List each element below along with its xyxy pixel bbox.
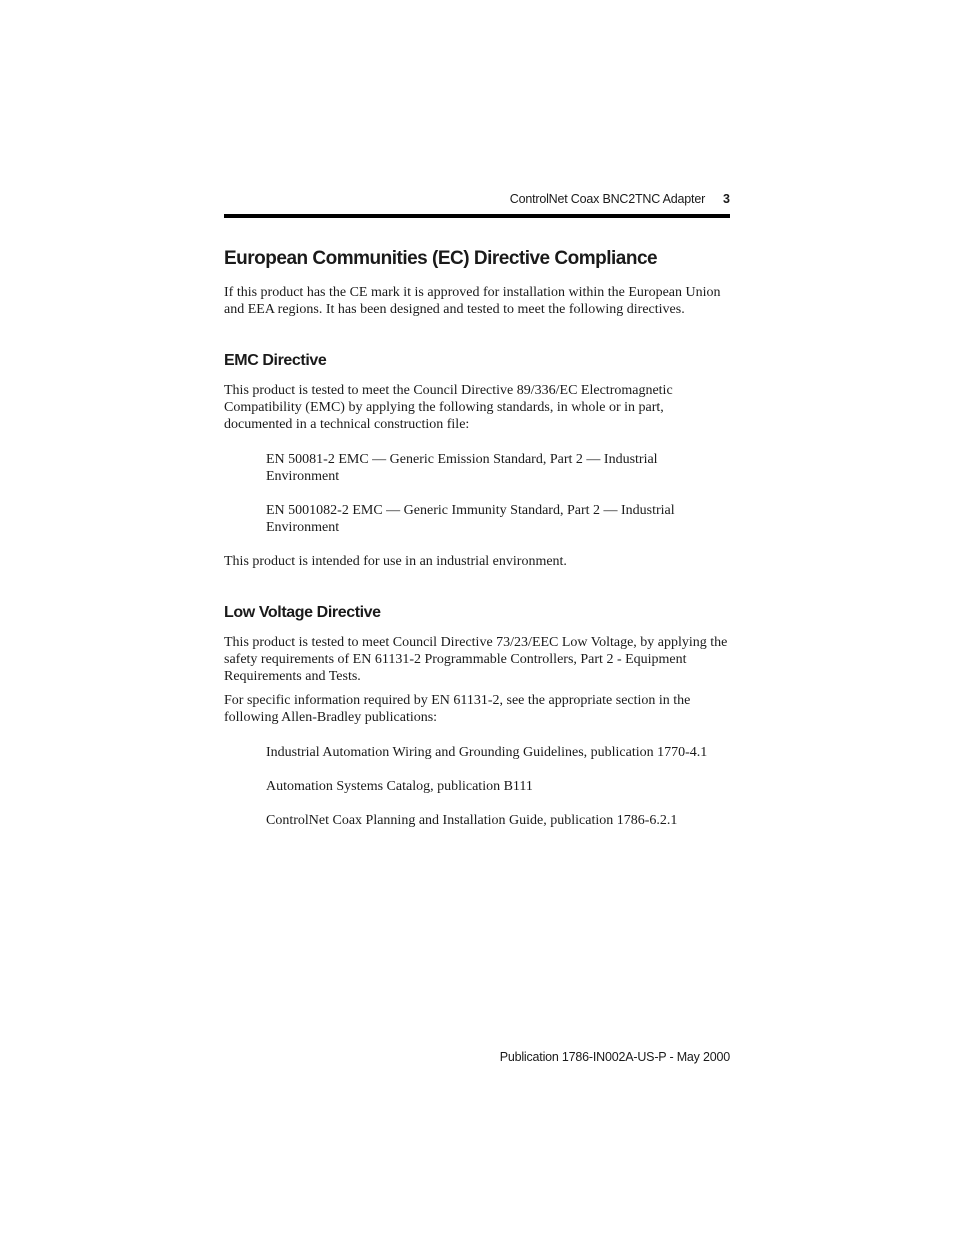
emc-paragraph: This product is tested to meet the Council Directive 89/336/EC Electromagnetic Compatibility (EMC) by applying the following standards, in whole or in part, documented in a technical construction file: <box>224 383 673 432</box>
publication-item: Automation Systems Catalog, publication B111 <box>266 779 533 794</box>
low-voltage-directive-heading: Low Voltage Directive <box>224 604 381 621</box>
header-title: ControlNet Coax BNC2TNC Adapter <box>509 192 706 206</box>
emc-closing-paragraph: This product is intended for use in an industrial environment. <box>224 554 567 569</box>
emc-directive-heading: EMC Directive <box>224 352 327 369</box>
low-voltage-directive-section <box>224 603 730 829</box>
publications-intro-paragraph: For specific information required by EN 61131-2, see the appropriate section in the following Allen-Bradley publications: <box>224 693 691 725</box>
emc-directive-section <box>224 351 730 570</box>
emc-standard-item: EN 50081-2 EMC — Generic Emission Standard, Part 2 — Industrial Environment <box>266 452 658 484</box>
intro-paragraph: If this product has the CE mark it is approved for installation within the European Union and EEA regions. It has been designed and tested to meet the following directives. <box>224 285 721 317</box>
publication-item: ControlNet Coax Planning and Installation Guide, publication 1786-6.2.1 <box>266 813 678 828</box>
header-rule <box>224 214 730 218</box>
page-title: European Communities (EC) Directive Compliance <box>224 248 658 269</box>
low-voltage-paragraph: This product is tested to meet Council Directive 73/23/EEC Low Voltage, by applying the safety requirements of EN 61131-2 Programmable Controllers, Part 2 - Equipment Requirements and Tests. <box>224 635 728 684</box>
emc-standard-item: EN 5001082-2 EMC — Generic Immunity Standard, Part 2 — Industrial Environment <box>266 503 675 535</box>
running-header <box>224 192 730 206</box>
page-number: 3 <box>723 192 730 206</box>
page-content <box>224 246 730 829</box>
publication-footer: Publication 1786-IN002A-US-P - May 2000 <box>499 1050 730 1064</box>
publication-item: Industrial Automation Wiring and Grounding Guidelines, publication 1770-4.1 <box>266 745 708 760</box>
